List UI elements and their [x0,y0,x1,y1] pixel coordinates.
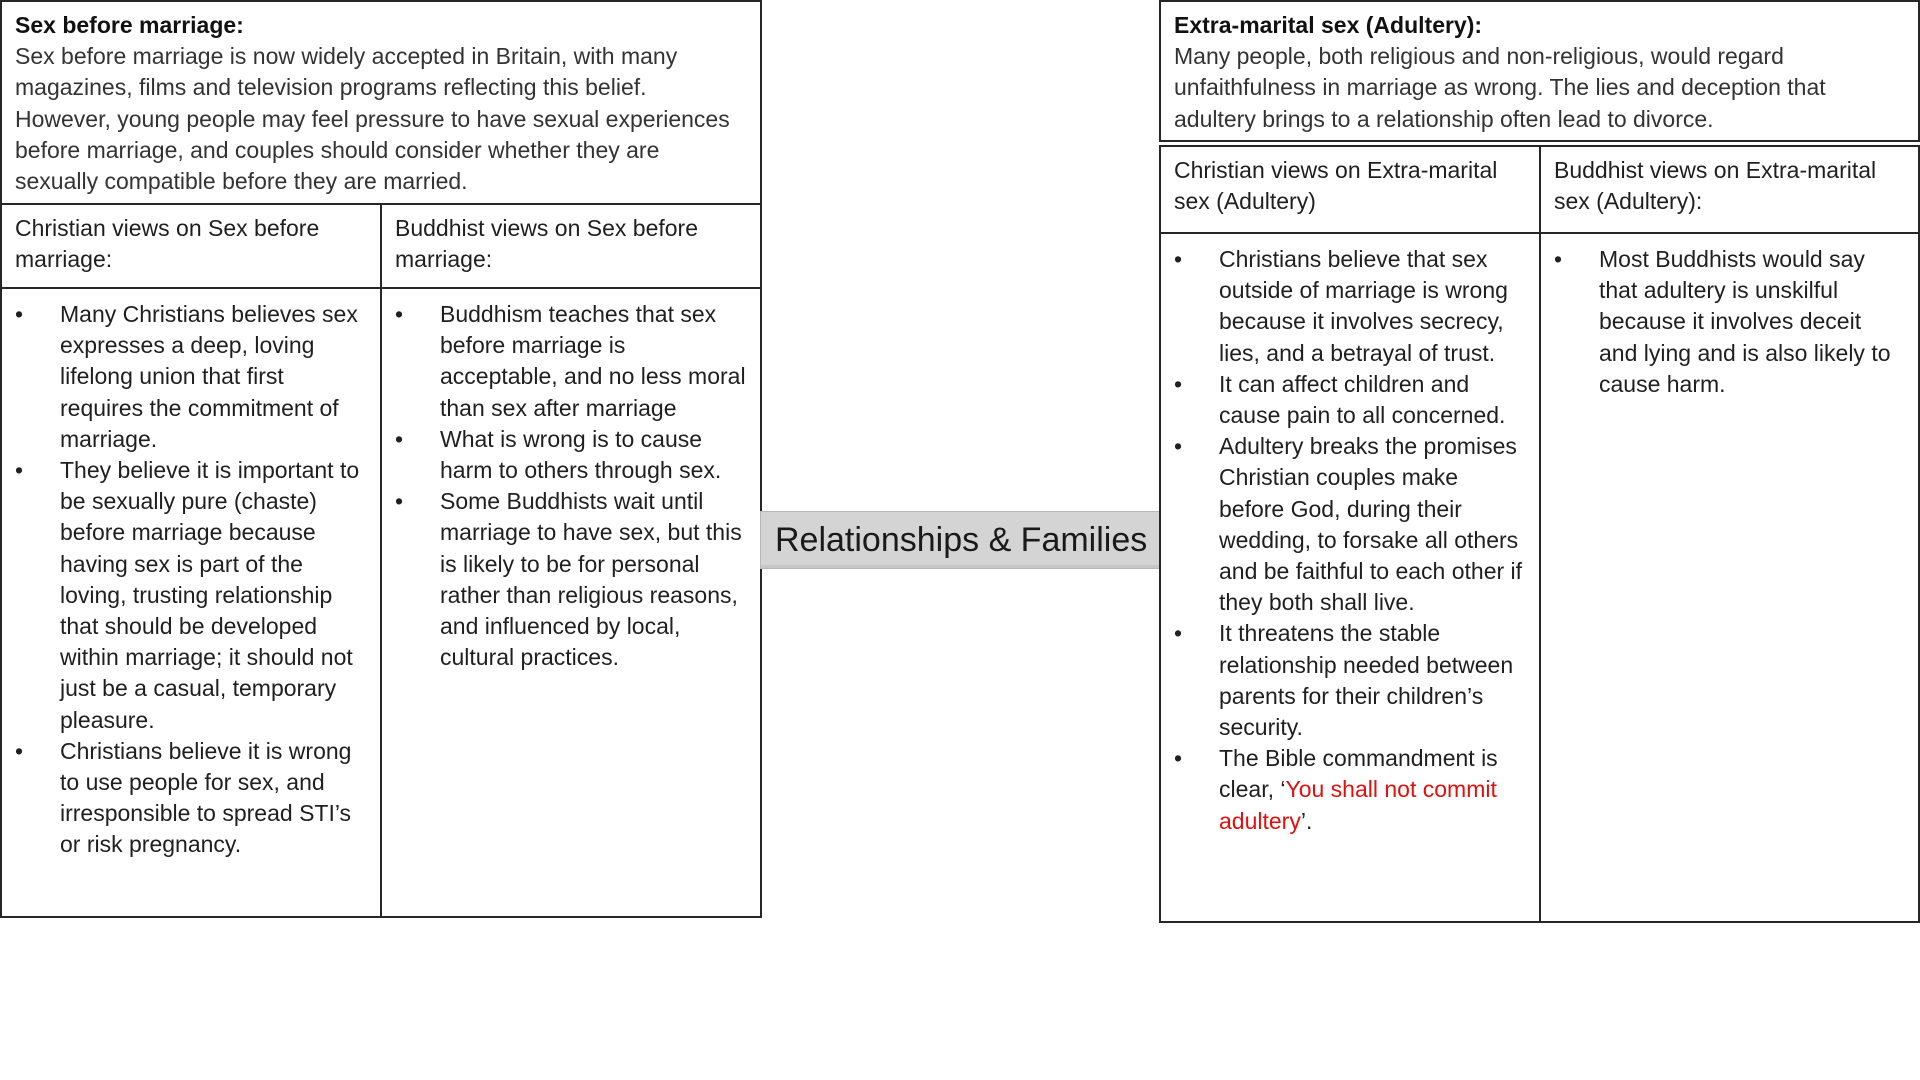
buddhist-sbm-list [395,299,747,673]
sex-before-marriage-title: Sex before marriage: [15,12,244,38]
christian-adultery-heading: Christian views on Extra-marital sex (Adultery) [1174,157,1498,215]
buddhist-sbm-heading: Buddhist views on Sex before marriage: [395,215,699,273]
buddhist-adultery-heading: Buddhist views on Extra-marital sex (Adultery): [1554,157,1877,215]
bullet-icon: • [395,488,404,515]
bullet-icon: • [15,301,24,327]
buddhist-sbm-content-box [380,287,762,918]
bullet-icon: • [1174,370,1183,397]
christian-adultery-content-box [1159,232,1541,923]
buddhist-adultery-content-box [1539,232,1920,923]
bullet-icon: • [395,301,404,327]
bullet-icon: • [1174,246,1183,272]
list-item: • Christians believe that sex outside of marriage is wrong because it involves secrecy, lies, and a betrayal of trust. [1174,246,1508,366]
list-item: • Adultery breaks the promises Christian couples make before God, during their wedding, to forsake all others and be faithful to each other if they both shall live. [1174,433,1523,616]
adultery-intro-text: Many people, both religious and non-religious, would regard unfaithfulness in marriage as wrong. The lies and deception that adultery brings to a relationship often lead to divorce. [1174,43,1826,132]
bullet-icon: • [15,737,24,764]
buddhist-adultery-heading-box [1539,145,1920,234]
list-item: • It can affect children and cause pain to all concerned. [1174,370,1506,429]
bible-quote: You shall not commit adultery [1219,776,1497,834]
topic-title: Relationships & Families [760,511,1160,569]
christian-adultery-heading-box [1159,145,1541,234]
bullet-icon: • [1174,433,1183,460]
christian-adultery-list [1174,244,1526,837]
bullet-icon: • [1174,620,1183,647]
christian-sbm-list [15,299,367,861]
christian-sbm-heading-box [0,203,382,289]
list-item: • They believe it is important to be sexually pure (chaste) before marriage because having sex is part of the loving, trusting relationship that should be developed within marriage; it should not just be a casual, temporary pleasure. [15,457,360,733]
bullet-icon: • [1554,246,1563,272]
christian-sbm-heading: Christian views on Sex before marriage: [15,215,320,273]
adultery-title: Extra-marital sex (Adultery): [1174,12,1483,38]
bible-commandment-text: The Bible commandment is clear, ‘ [1219,745,1498,803]
adultery-intro-box [1159,0,1920,142]
buddhist-sbm-heading-box [380,203,762,289]
bullet-icon: • [15,457,24,484]
list-item: • Buddhism teaches that sex before marriage is acceptable, and no less moral than sex after marriage [395,301,746,421]
list-item: • Most Buddhists would say that adultery is unskilful because it involves deceit and lying and is also likely to cause harm. [1554,246,1891,397]
sex-before-marriage-intro-box [0,0,762,205]
list-item: • Many Christians believes sex expresses a deep, loving lifelong union that first requires the commitment of marriage. [15,301,358,452]
list-item: • The Bible commandment is clear, ‘You shall not commit adultery’. [1174,745,1498,834]
christian-sbm-content-box [0,287,382,918]
list-item: • Christians believe it is wrong to use people for sex, and irresponsible to spread STI’s or risk pregnancy. [15,737,352,858]
list-item: • Some Buddhists wait until marriage to have sex, but this is likely to be for personal rather than religious reasons, and influenced by local, cultural practices. [395,488,742,671]
buddhist-adultery-list [1554,244,1905,400]
bullet-icon: • [395,425,404,452]
bullet-icon: • [1174,745,1183,772]
sex-before-marriage-intro-text: Sex before marriage is now widely accepted in Britain, with many magazines, films and television programs reflecting this belief. However, young people may feel pressure to have sexual experiences before marriage, and couples should consider whether they are sexually compatible before they are married. [15,43,730,195]
list-item: • It threatens the stable relationship needed between parents for their children’s security. [1174,620,1514,741]
list-item: • What is wrong is to cause harm to others through sex. [395,425,722,484]
